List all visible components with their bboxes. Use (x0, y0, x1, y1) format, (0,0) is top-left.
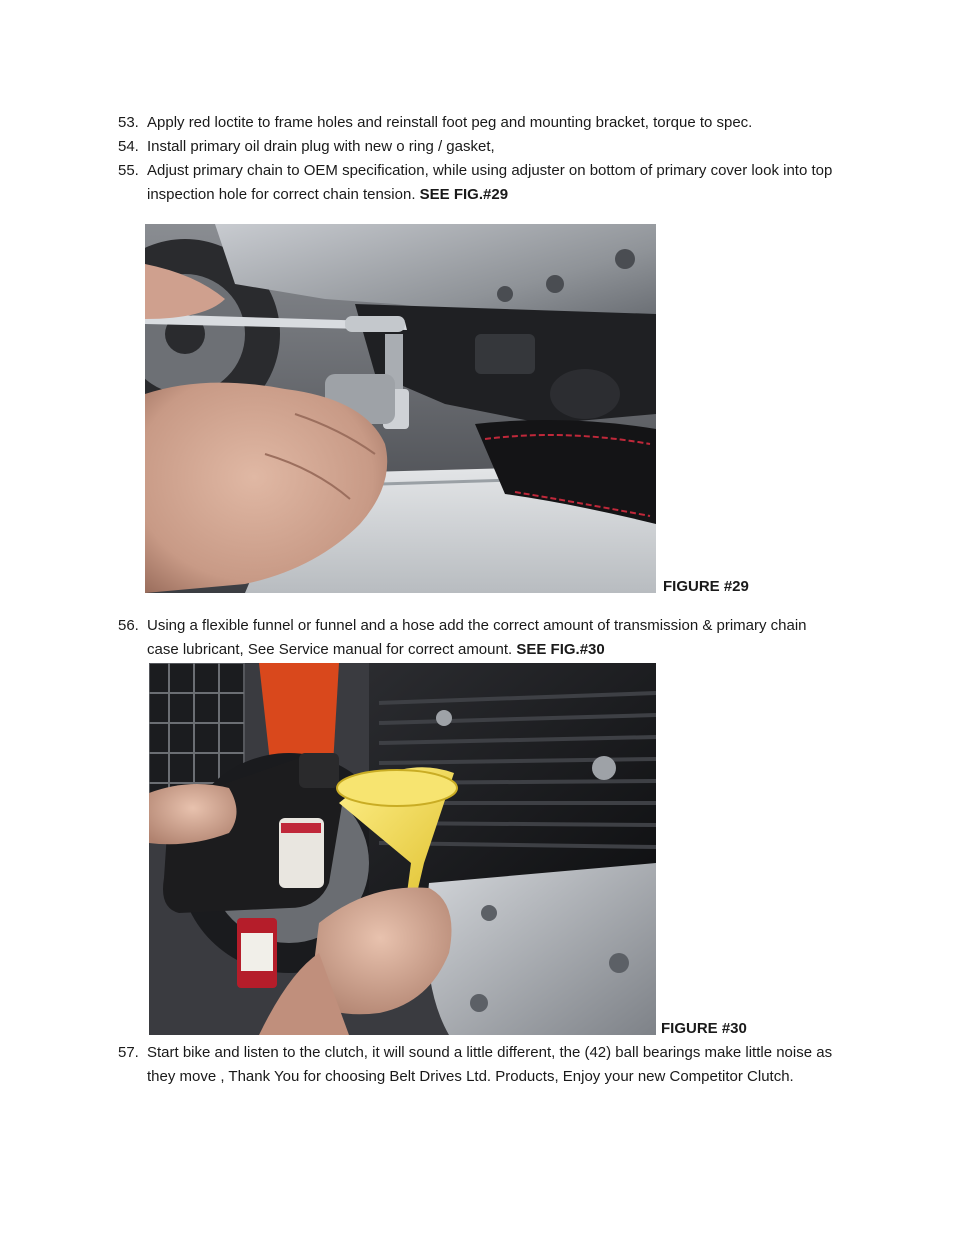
step-number: 53. (118, 114, 139, 131)
step-55 (118, 159, 838, 207)
step-number: 56. (118, 617, 139, 634)
step-text: Start bike and listen to the clutch, it will sound a little different, the (42) ball bearings make little noise as they move , Thank You for choosing Belt Drives Ltd. Products, Enjoy your new Competitor Clutch. (147, 1044, 833, 1085)
figure-30-caption: FIGURE #30 (661, 1020, 747, 1037)
step-text: Adjust primary chain to OEM specification, while using adjuster on bottom of primary cover look into top inspection hole for correct chain tension. SEE FIG.#29 (147, 162, 833, 203)
figure-30-photo (149, 663, 656, 1035)
step-57 (118, 1041, 838, 1089)
figure-29-photo (145, 224, 656, 593)
step-53 (118, 111, 838, 135)
step-text: Apply red loctite to frame holes and reinstall foot peg and mounting bracket, torque to spec. (147, 114, 753, 131)
step-number: 55. (118, 162, 139, 179)
step-number: 54. (118, 138, 139, 155)
step-text: Using a flexible funnel or funnel and a hose add the correct amount of transmission & primary chain case lubricant, See Service manual for correct amount. SEE FIG.#30 (147, 617, 807, 658)
step-text: Install primary oil drain plug with new o ring / gasket, (147, 138, 495, 155)
step-56 (118, 614, 838, 662)
step-54 (118, 135, 838, 159)
step-number: 57. (118, 1044, 139, 1061)
figure-29-caption: FIGURE #29 (663, 578, 749, 595)
